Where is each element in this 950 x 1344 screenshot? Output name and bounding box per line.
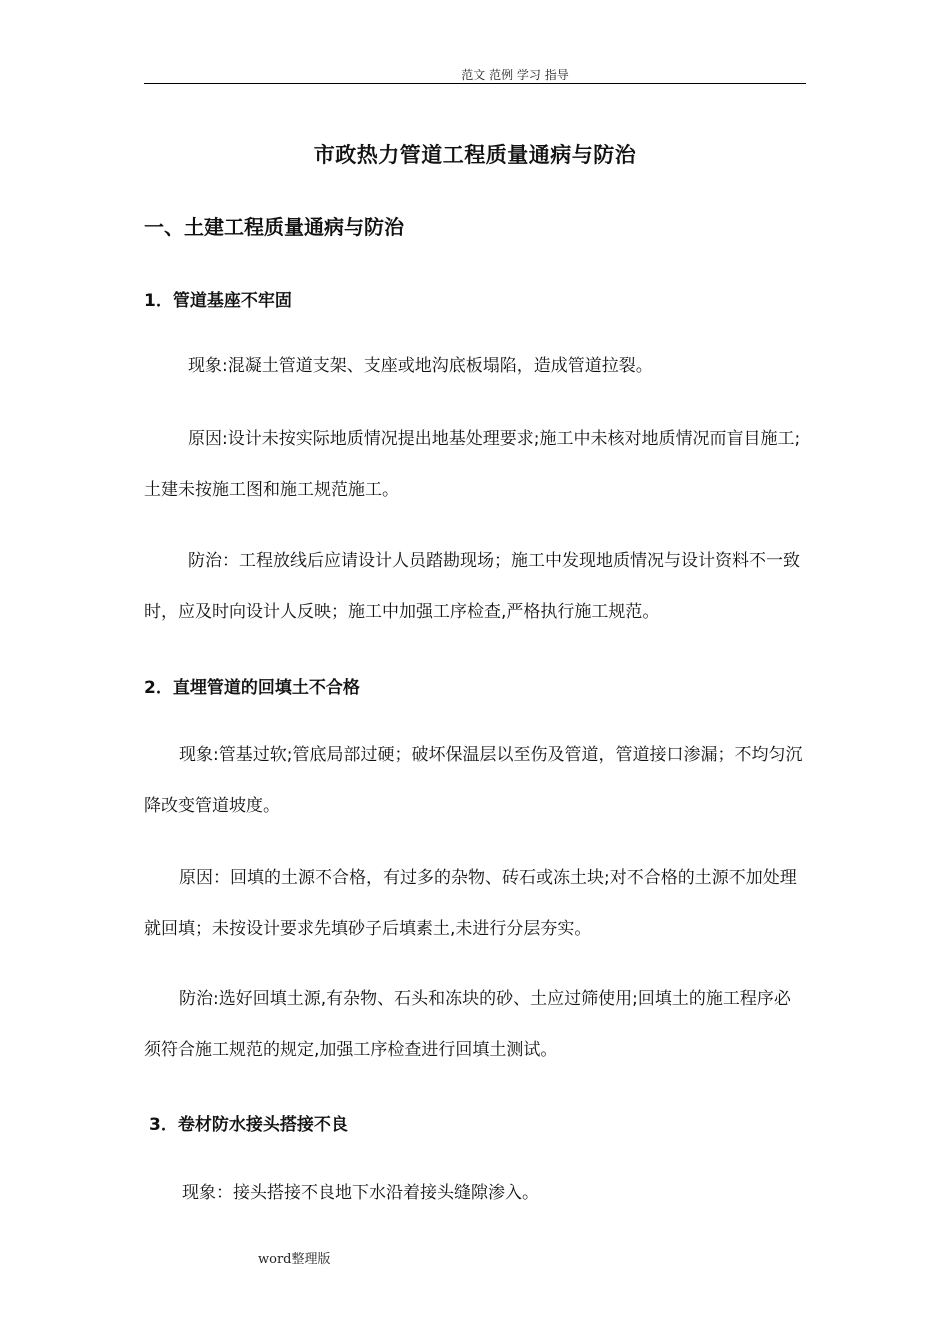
paragraph-1-1: 现象:混凝土管道支架、支座或地沟底板塌陷，造成管道拉裂。 xyxy=(188,356,653,376)
paragraph-2-1: 现象:管基过软;管底局部过硬；破坏保温层以至伤及管道，管道接口渗漏；不均匀沉降改变管道坡度。 xyxy=(144,745,803,816)
page-footer: word整理版 xyxy=(258,1252,331,1267)
paragraph-3-1: 现象：接头搭接不良地下水沿着接头缝隙渗入。 xyxy=(182,1183,539,1203)
paragraph-2-3: 防治:选好回填土源,有杂物、石头和冻块的砂、土应过筛使用;回填土的施工程序必须符合施工规范的规定,加强工序检查进行回填土测试。 xyxy=(144,989,791,1060)
page-header: 范文 范例 学习 指导 xyxy=(461,68,569,82)
header-rule xyxy=(144,83,806,84)
item-heading-2: 2．直埋管道的回填土不合格 xyxy=(144,678,360,698)
paragraph-2-2: 原因：回填的土源不合格，有过多的杂物、砖石或冻土块;对不合格的土源不加处理就回填；未按设计要求先填砂子后填素土,未进行分层夯实。 xyxy=(144,868,797,939)
item-heading-3: 3．卷材防水接头搭接不良 xyxy=(149,1115,348,1135)
document-title: 市政热力管道工程质量通病与防治 xyxy=(313,143,637,167)
paragraph-1-3: 防治：工程放线后应请设计人员踏勘现场；施工中发现地质情况与设计资料不一致时，应及时向设计人反映；施工中加强工序检查,严格执行施工规范。 xyxy=(144,551,800,622)
section-heading: 一、土建工程质量通病与防治 xyxy=(144,215,404,239)
item-heading-1: 1．管道基座不牢固 xyxy=(144,291,292,311)
paragraph-1-2: 原因:设计未按实际地质情况提出地基处理要求;施工中未核对地质情况而盲目施工;土建未按施工图和施工规范施工。 xyxy=(144,429,801,500)
